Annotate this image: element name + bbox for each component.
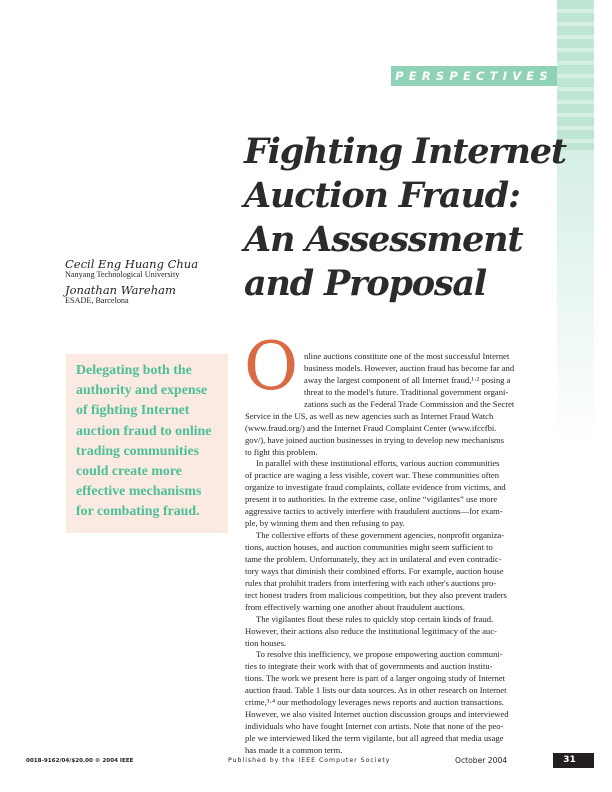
title-line: Auction Fraud: [244, 175, 520, 216]
pullquote-line: effective mechanisms [76, 484, 202, 500]
section-label: PERSPECTIVES [395, 69, 553, 83]
footer-date: October 2004 [455, 756, 508, 765]
body-line: nline auctions constitute one of the most successful Internet [304, 351, 510, 361]
body-line: aggressive tactics to actively interfere with fraudulent auctions—for exam- [245, 506, 503, 517]
body-line: of practice are waging a less visible, covert war. These communities often [245, 470, 499, 481]
body-line: gov/), have joined auction businesses in trying to develop new mechanisms [245, 434, 504, 445]
body-line: crime,³·⁴ our methodology leverages news reports and auction transactions. [245, 697, 505, 708]
body-line: To resolve this inefficiency, we propose empowering auction communi- [256, 649, 503, 660]
author-affiliation: ESADE, Barcelona [65, 296, 129, 305]
body-line: present it to authorities. In the extreme case, online “vigilantes” use more [245, 494, 498, 505]
body-line: individuals who have fought Internet con artists. Note that none of the peo- [245, 721, 504, 732]
title-line: Fighting Internet [244, 131, 566, 172]
pullquote-line: trading communities [76, 443, 200, 459]
author-name: Cecil Eng Huang Chua [65, 257, 199, 271]
body-line: tions, auction houses, and auction communities might seem sufficient to [245, 542, 493, 552]
body-line: ple, by winning them and then refusing to pay. [245, 518, 405, 529]
footer-issn: 0018-9162/04/$20.00 © 2004 IEEE [26, 758, 134, 764]
body-line: to fight this problem. [245, 446, 318, 457]
decorative-stripe [557, 0, 594, 150]
body-line: The collective efforts of these government agencies, nonprofit organiza- [256, 530, 505, 541]
article-title [244, 130, 564, 306]
body-line: tion houses. [245, 637, 287, 648]
body-line: The vigilantes flout these rules to quickly stop certain kinds of fraud. [256, 613, 494, 624]
body-line: rules that prohibit traders from interfering with each other's auctions pro- [245, 577, 497, 588]
body-line: However, their actions also reduce the institutional legitimacy of the auc- [245, 625, 497, 636]
author-affiliation: Nanyang Technological University [65, 270, 180, 279]
body-line: away the largest component of all Internet fraud,¹·² posing a [304, 374, 511, 385]
body-line: zations such as the Federal Trade Commission and the Secret [304, 398, 515, 409]
footer-publisher: Published by the IEEE Computer Society [228, 757, 391, 764]
pullquote-line: Delegating both the [76, 363, 192, 378]
body-line: organize to investigate fraud complaints, collate evidence from victims, and [245, 482, 506, 493]
pullquote-line: of fighting Internet [76, 403, 190, 419]
body-line: has made it a common term. [245, 744, 343, 755]
body-line: business models. However, auction fraud has become far and [304, 362, 515, 373]
body-line: In parallel with these institutional efforts, various auction communities [256, 458, 500, 469]
body-line: from effectively warning one another about fraudulent auctions. [245, 601, 465, 612]
body-line: threat to the model's future. Traditional government organi- [304, 386, 509, 397]
title-line: An Assessment [244, 219, 523, 260]
body-line: ties to integrate their work with that of governments and auction institu- [245, 661, 493, 672]
body-line: tame the problem. Unfortunately, they act in unilateral and even contradic- [245, 553, 502, 564]
body-line: Service in the US, as well as new agencies such as Internet Fraud Watch [245, 410, 494, 421]
pullquote [76, 361, 228, 523]
pullquote-line: authority and expense [76, 383, 208, 399]
body-line: auction fraud. Table 1 lists our data sources. As in other research on Internet [245, 685, 507, 696]
body-line: ple we interviewed liked the term vigilante, but all agreed that media usage [245, 733, 504, 743]
pullquote-line: auction fraud to online [76, 423, 212, 439]
pullquote-line: could create more [76, 464, 182, 480]
article-body [245, 351, 549, 757]
page-number: 31 [563, 755, 576, 765]
drop-cap: O [244, 328, 299, 405]
body-line: tions. The work we present here is part of a larger ongoing study of Internet [245, 673, 506, 684]
body-line: However, we also visited Internet auction discussion groups and interviewed [245, 709, 509, 720]
body-line: tory ways that diminish their combined efforts. For example, auction house [245, 565, 504, 576]
pullquote-line: for combating fraud. [76, 504, 200, 520]
author-name: Jonathan Wareham [65, 283, 176, 297]
body-line: tect honest traders from malicious competition, but they also prevent traders [245, 589, 507, 600]
title-line: and Proposal [244, 263, 486, 304]
body-line: (www.fraud.org/) and the Internet Fraud Complaint Center (www.ifccfbi. [245, 422, 497, 433]
